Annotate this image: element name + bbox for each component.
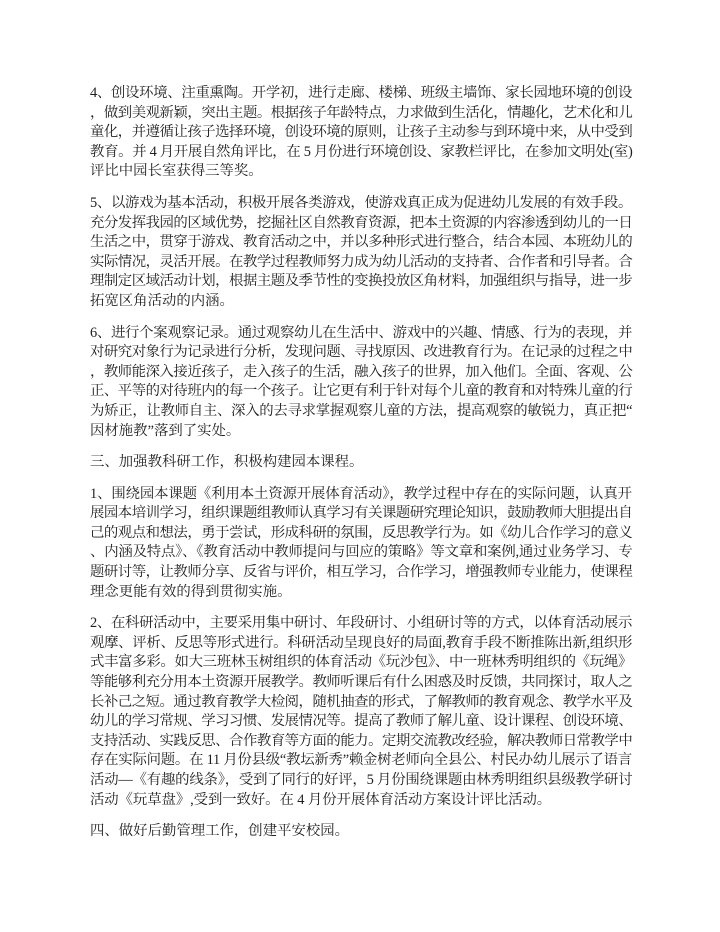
text-line: 5、以游戏为基本活动，积极开展各类游戏，使游戏真正成为促进幼儿发展的有效手段。: [90, 194, 633, 211]
paragraph: [90, 84, 635, 182]
text-line: 活动《玩草盘》,受到一致好。在 4 月份开展体育活动方案设计评比活动。: [90, 791, 552, 808]
text-line: 4、创设环境、注重熏陶。开学初，进行走廊、楼梯、班级主墙饰、家长园地环境的创设: [90, 85, 633, 101]
text-line: 三、加强教科研工作，积极构建园本课程。: [90, 454, 364, 471]
text-line: 因材施教”落到了实处。: [90, 422, 241, 439]
paragraph: [90, 614, 635, 810]
text-line: 对研究对象行为记录进行分析，发现问题、寻找原因、改进教育行为。在记录的过程之中: [90, 344, 633, 361]
text-line: 童化，并遵循让孩子选择环境，创设环境的原则，让孩子主动参与到环境中来，从中受到: [90, 124, 633, 141]
text-line: 理制定区域活动计划，根据主题及季节性的变换投放区角材料，加强组织与指导，进一步: [90, 273, 633, 290]
text-line: 、内涵及特点》、《教育活动中教师提问与回应的策略》等文章和案例,通过业务学习、专: [90, 544, 633, 561]
text-line: 四、做好后勤管理工作，创建平安校园。: [90, 823, 350, 840]
text-line: 充分发挥我园的区域优势，挖掘社区自然教育资源，把本土资源的内容渗透到幼儿的一日: [90, 214, 633, 231]
text-line: ，教师能深入接近孩子，走入孩子的生活，融入孩子的世界，加入他们。全面、客观、公: [90, 363, 633, 380]
text-line: 实际情况，灵活开展。在教学过程教师努力成为幼儿活动的支持者、合作者和引导者。合: [90, 253, 633, 270]
text-line: 正、平等的对待班内的每一个孩子。让它更有利于针对每个儿童的教育和对特殊儿童的行: [90, 383, 633, 400]
text-line: 2、在科研活动中，主要采用集中研讨、年段研讨、小组研讨等的方式，以体育活动展示: [90, 615, 633, 632]
text-line: 题研讨等，让教师分享、反省与评价，相互学习，合作学习，增强教师专业能力，使课程: [90, 564, 633, 581]
text-line: ，做到美观新颖，突出主题。根据孩子年龄特点，力求做到生活化，情趣化，艺术化和儿: [90, 104, 633, 121]
text-line: 幼儿的学习常规、学习习惯、发展情况等。提高了教师了解儿童、设计课程、创设环境、: [90, 713, 633, 730]
text-line: 观摩、评析、反思等形式进行。科研活动呈现良好的局面,教育手段不断推陈出新,组织形: [90, 634, 633, 651]
section-heading: [90, 822, 635, 842]
text-line: 式丰富多彩。如大三班林玉树组织的体育活动《玩沙包》、中一班林秀明组织的《玩绳》: [90, 654, 633, 671]
text-line: 等能够利充分用本土资源开展教学。教师听课后有什么困惑及时反馈，共同探讨，取人之: [90, 674, 633, 691]
paragraph: [90, 324, 635, 442]
text-line: 教育。并 4 月开展自然角评比，在 5 月份进行环境创设、家教栏评比，在参加文明处(室): [90, 143, 633, 160]
text-line: 评比中园长室获得三等奖。: [90, 163, 263, 180]
text-line: 展园本培训学习，组织课题组教师认真学习有关课题研究理论知识，鼓励教师大胆提出自: [90, 505, 633, 522]
text-line: 己的观点和想法，勇于尝试，形成科研的氛围，反思教学行为。如《幼儿合作学习的意义: [90, 524, 633, 541]
text-line: 6、进行个案观察记录。通过观察幼儿在生活中、游戏中的兴趣、情感、行为的表现，并: [90, 324, 633, 341]
paragraph: [90, 194, 635, 312]
text-line: 理念更能有效的得到贯彻实施。: [90, 583, 292, 600]
text-line: 为矫正，让教师自主、深入的去寻求掌握观察儿童的方法，提高观察的敏锐力，真正把“: [90, 402, 633, 419]
text-line: 活动—《有趣的线条》，受到了同行的好评，5 月份围绕课题由林秀明组织县级教学研讨: [90, 772, 633, 788]
text-line: 存在实际问题。在 11 月份县级“教坛新秀”赖金树老师向全县公、村民办幼儿展示了语言: [90, 752, 632, 769]
paragraph: [90, 485, 635, 603]
text-line: 生活之中，贯穿于游戏、教育活动之中，并以多种形式进行整合，结合本园、本班幼儿的: [90, 234, 633, 251]
section-heading: [90, 453, 635, 473]
text-line: 支持活动、实践反思、合作教育等方面的能力。定期交流教改经验，解决教师日常教学中: [90, 732, 633, 749]
text-line: 长补己之短。通过教育教学大检阅，随机抽查的形式，了解教师的教育观念、教学水平及: [90, 693, 633, 710]
text-line: 1、围绕园本课题《利用本土资源开展体育活动》，教学过程中存在的实际问题，认真开: [90, 485, 632, 502]
document-body: [90, 84, 635, 854]
text-line: 拓宽区角活动的内涵。: [90, 292, 234, 309]
